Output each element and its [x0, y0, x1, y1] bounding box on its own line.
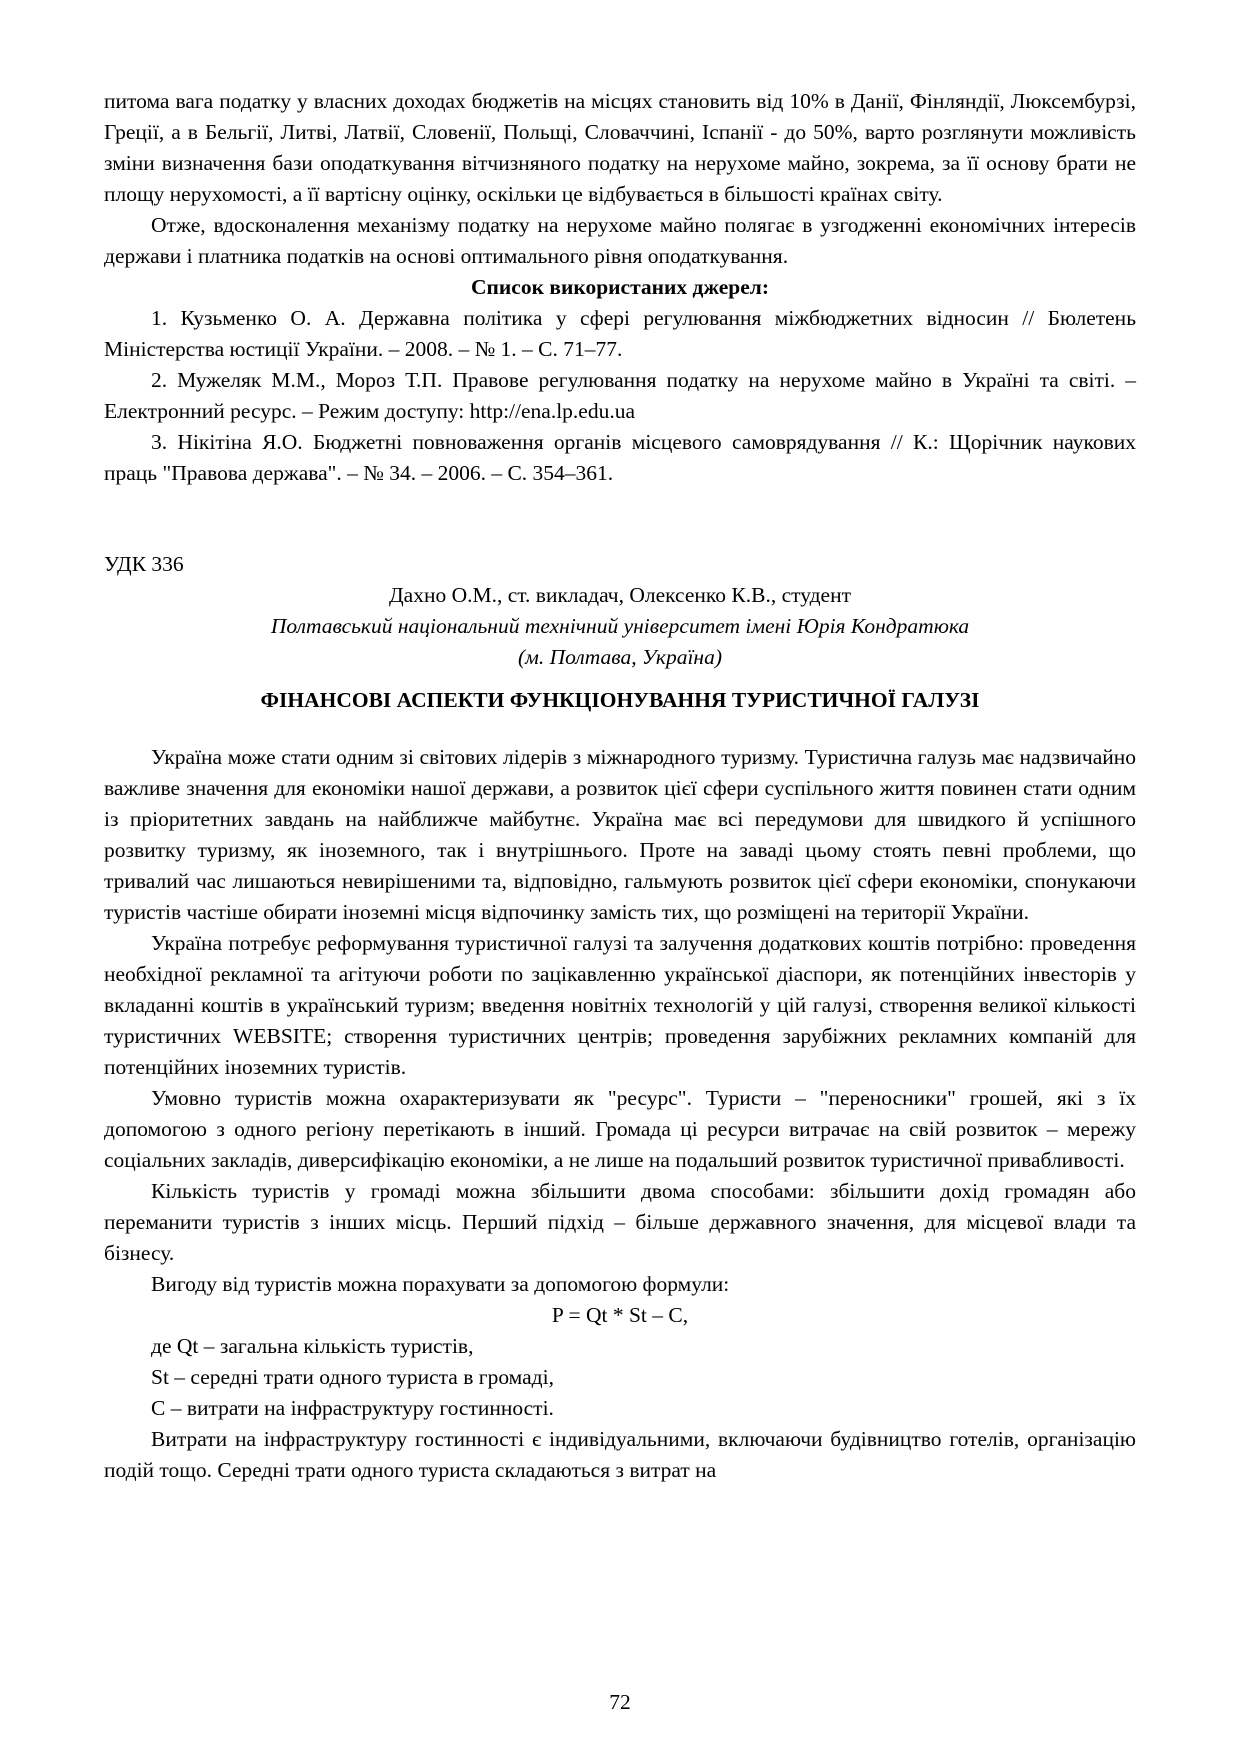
body-paragraph: Вигоду від туристів можна порахувати за допомогою формули:: [151, 1272, 730, 1296]
authors-line: Дахно О.М., ст. викладач, Олексенко К.В., студент: [388, 583, 852, 607]
references-heading: Список використаних джерел:: [470, 275, 770, 299]
reference-item: 3. Нікітіна Я.О. Бюджетні повноваження органів місцевого самоврядування // К.: Щорічник наукових праць "Правова держава". – № 34. – 2006. – С. 354–361.: [104, 430, 1136, 485]
udc-code: УДК 336: [104, 552, 184, 576]
article-title: ФІНАНСОВІ АСПЕКТИ ФУНКЦІОНУВАННЯ ТУРИСТИЧНОЇ ГАЛУЗІ: [260, 688, 980, 712]
page-number: 72: [609, 1690, 631, 1714]
formula-definition: де Qt – загальна кількість туристів,: [151, 1334, 474, 1358]
body-paragraph: Умовно туристів можна охарактеризувати як "ресурс". Туристи – "переносники" грошей, які з їх допомогою з одного регіону перетікають в інший. Громада ці ресурси витрачає на свій розвиток – мережу соціальних закладів, диверсифікацію економіки, а не лише на подальший розвиток туристичної привабливості.: [104, 1086, 1136, 1172]
formula-definition: St – середні трати одного туриста в громаді,: [151, 1365, 554, 1389]
body-paragraph: Україна потребує реформування туристичної галузі та залучення додаткових коштів потрібно: проведення необхідної рекламної та агітуючи роботи по зацікавленню української діаспори, як потенційних інвесторів у вкладанні коштів в український туризм; введення новітніх технологій у цій галузі, створення великої кількості туристичних WEBSITE; створення туристичних центрів; проведення зарубіжних рекламних компаній для потенційних іноземних туристів.: [104, 931, 1136, 1079]
body-paragraph: Витрати на інфраструктуру гостинності є індивідуальними, включаючи будівництво готелів, організацію подій тощо. Середні трати одного туриста складаються з витрат на: [104, 1427, 1136, 1482]
formula-definition: C – витрати на інфраструктуру гостинності.: [151, 1396, 554, 1420]
continuation-paragraph: питома вага податку у власних доходах бюджетів на місцях становить від 10% в Данії, Фінляндії, Люксембурзі, Греції, а в Бельгії, Литві, Латвії, Словенії, Польщі, Словаччині, Іспанії - до 50%, варто розглянути можливість зміни визначення бази оподаткування вітчизняного податку на нерухоме майно, зокрема, за її основу брати не площу нерухомості, а її вартісну оцінку, оскільки це відбувається в більшості країнах світу.: [104, 89, 1136, 206]
reference-item: 2. Мужеляк М.М., Мороз Т.П. Правове регулювання податку на нерухоме майно в Україні та світі. – Електронний ресурс. – Режим доступу: http://ena.lp.edu.ua: [104, 368, 1136, 423]
location-line: (м. Полтава, Україна): [517, 645, 722, 669]
body-paragraph: Кількість туристів у громаді можна збільшити двома способами: збільшити дохід громадян або переманити туристів з інших місць. Перший підхід – більше державного значення, для місцевої влади та бізнесу.: [104, 1179, 1136, 1265]
affiliation-line: Полтавський національний технічний університет імені Юрія Кондратюка: [270, 614, 970, 638]
reference-item: 1. Кузьменко О. А. Державна політика у сфері регулювання міжбюджетних відносин // Бюлетень Міністерства юстиції України. – 2008. – № 1. – С. 71–77.: [104, 306, 1136, 361]
formula: P = Qt * St – C,: [551, 1303, 689, 1327]
paragraph: Отже, вдосконалення механізму податку на нерухоме майно полягає в узгодженні економічних інтересів держави і платника податків на основі оптимального рівня оподаткування.: [104, 213, 1136, 268]
body-paragraph: Україна може стати одним зі світових лідерів з міжнародного туризму. Туристична галузь має надзвичайно важливе значення для економіки нашої держави, а розвиток цієї сфери суспільного життя повинен стати одним із пріоритетних завдань на найближче майбутнє. Україна має всі передумови для швидкого й успішного розвитку туризму, як іноземного, так і внутрішнього. Проте на заваді цьому стоять певні проблеми, що тривалий час лишаються невирішеними та, відповідно, гальмують розвиток цієї сфери економіки, спонукаючи туристів частіше обирати іноземні місця відпочинку замість тих, що розміщені на території України.: [104, 745, 1136, 924]
